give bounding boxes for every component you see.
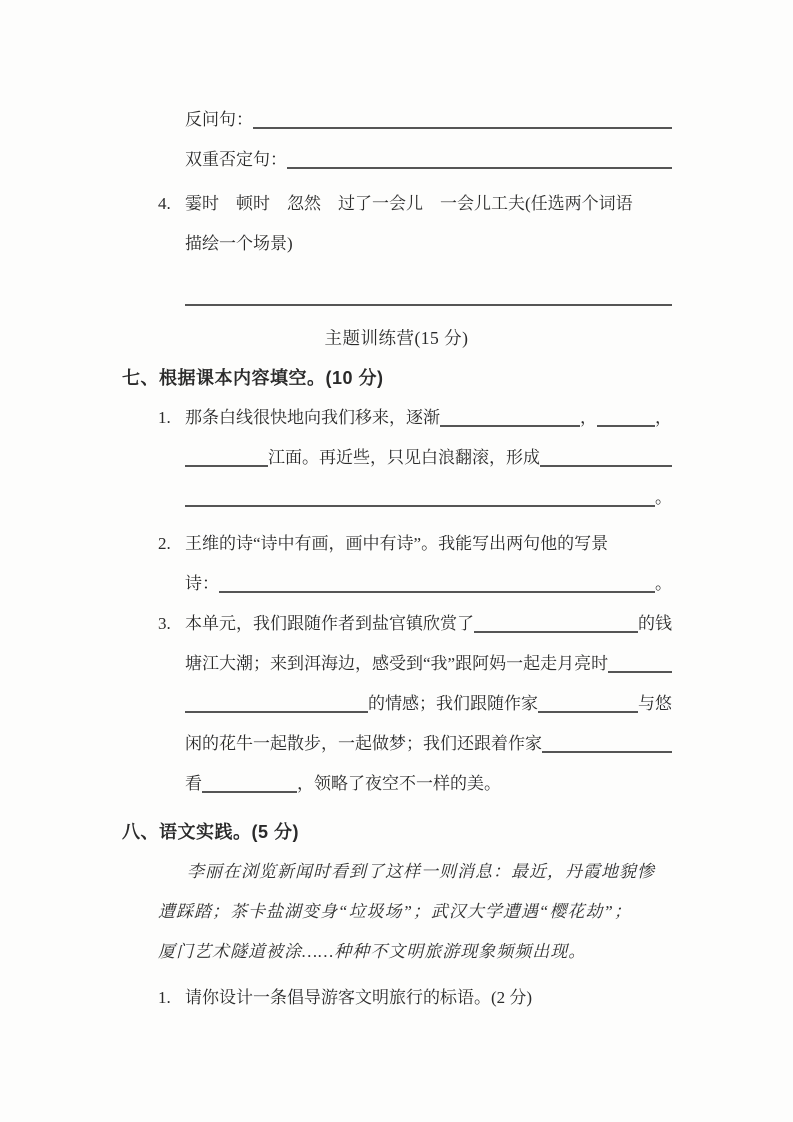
line-q4-answer-blank-answer-blank-0 (185, 303, 672, 306)
section-eight-heading (0, 812, 793, 852)
line-q3-part3-text-1: 的情感；我们跟随作家 (368, 694, 538, 713)
line-q1-part2 (0, 438, 793, 478)
line-news-paragraph-1 (0, 852, 793, 892)
heading-theme-training-camp (0, 318, 793, 358)
line-double-negative (0, 140, 793, 180)
line-q1-part2-answer-blank-2 (540, 464, 672, 467)
heading-theme-training-camp-text-0: 主题训练营(15 分) (324, 328, 469, 348)
line-q4-word-list-number: 4. (158, 194, 171, 213)
line-q1-part3-text-1: 。 (655, 488, 672, 507)
line-q4-answer-blank (0, 278, 793, 318)
line-news-paragraph-3 (0, 932, 793, 972)
line-rhetorical-question-answer-blank-1 (253, 126, 672, 129)
line-q4-word-list-text-0: 霎时 顿时 忽然 过了一会儿 一会儿工夫(任选两个词语 (185, 194, 633, 213)
line-double-negative-text-0: 双重否定句： (185, 150, 287, 169)
line-q1-part1 (0, 398, 793, 438)
line-news-paragraph-2-text-0: 遭踩踏；茶卡盐湖变身“垃圾场”；武汉大学遭遇“樱花劫”； (158, 902, 632, 921)
line-q1-part1-answer-blank-1 (440, 424, 580, 427)
line-q3-part3-answer-blank-2 (538, 710, 638, 713)
line-q4-continuation-text-0: 描绘一个场景) (185, 234, 293, 253)
line-q2-part2-text-0: 诗： (185, 574, 219, 593)
line-q4-continuation (0, 224, 793, 264)
line-q2-part1 (0, 524, 793, 564)
line-q1-part1-text-0: 那条白线很快地向我们移来，逐渐 (185, 408, 440, 427)
line-q3-part1-number: 3. (158, 614, 171, 633)
line-q2-part2-answer-blank-1 (219, 590, 655, 593)
line-news-paragraph-1-text-0: 李丽在浏览新闻时看到了这样一则消息：最近，丹霞地貌惨 (187, 862, 655, 881)
section-seven-heading (0, 358, 793, 398)
line-practice-q1-text-0: 请你设计一条倡导游客文明旅行的标语。(2 分) (185, 988, 533, 1007)
line-q3-part3 (0, 684, 793, 724)
line-news-paragraph-3-text-0: 厦门艺术隧道被涂……种种不文明旅游现象频频出现。 (158, 942, 587, 961)
line-rhetorical-question-text-0: 反问句： (185, 110, 253, 129)
line-q3-part4-text-0: 闲的花牛一起散步，一起做梦；我们还跟着作家 (185, 734, 542, 753)
line-q2-part1-text-0: 王维的诗“诗中有画，画中有诗”。我能写出两句他的写景 (185, 534, 609, 553)
line-q3-part1-answer-blank-1 (474, 630, 638, 633)
line-q3-part5 (0, 764, 793, 804)
line-q1-part3 (0, 478, 793, 518)
line-q3-part4-answer-blank-1 (542, 750, 672, 753)
line-q1-part1-text-4: ， (655, 408, 672, 427)
section-eight-heading-text-0: 八、语文实践。(5 分) (122, 822, 299, 842)
line-double-negative-answer-blank-1 (287, 166, 672, 169)
line-q2-part1-number: 2. (158, 534, 171, 553)
line-q3-part4 (0, 724, 793, 764)
line-q1-part1-number: 1. (158, 408, 171, 427)
line-q3-part5-text-0: 看 (185, 774, 202, 793)
line-q3-part5-answer-blank-1 (202, 790, 297, 793)
line-q2-part2 (0, 564, 793, 604)
line-q2-part2-text-2: 。 (655, 574, 672, 593)
line-q1-part2-answer-blank-0 (185, 464, 268, 467)
line-practice-q1 (0, 978, 793, 1018)
line-q3-part2-answer-blank-1 (608, 670, 672, 673)
section-seven-heading-text-0: 七、根据课本内容填空。(10 分) (122, 368, 384, 388)
line-q3-part2-text-0: 塘江大潮；来到洱海边，感受到“我”跟阿妈一起走月亮时 (185, 654, 609, 673)
line-q3-part3-answer-blank-0 (185, 710, 368, 713)
line-q3-part5-text-2: ，领略了夜空不一样的美。 (297, 774, 501, 793)
line-news-paragraph-2 (0, 892, 793, 932)
line-q1-part3-answer-blank-0 (185, 504, 655, 507)
line-q3-part1 (0, 604, 793, 644)
line-q3-part2 (0, 644, 793, 684)
line-rhetorical-question (0, 100, 793, 140)
line-q3-part3-text-3: 与悠 (638, 694, 672, 713)
line-q3-part1-text-0: 本单元，我们跟随作者到盐官镇欣赏了 (185, 614, 474, 633)
line-practice-q1-number: 1. (158, 988, 171, 1007)
line-q1-part2-text-1: 江面。再近些，只见白浪翻滚，形成 (268, 448, 540, 467)
line-q3-part1-text-2: 的钱 (638, 614, 672, 633)
line-q1-part1-text-2: ， (580, 408, 597, 427)
line-q4-word-list (0, 184, 793, 224)
line-q1-part1-answer-blank-3 (597, 424, 655, 427)
